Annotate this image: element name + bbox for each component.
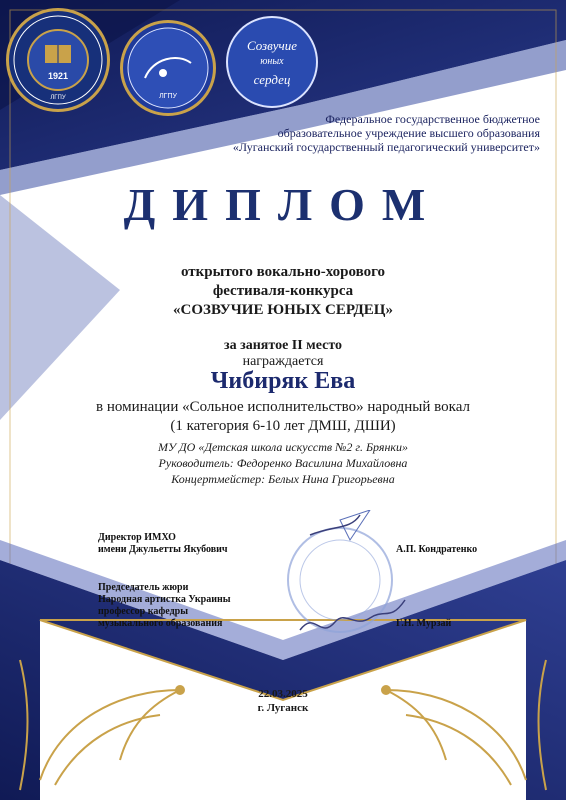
award-date: 22.03.2025 <box>258 688 308 700</box>
director-title-line2: имени Джульетты Якубович <box>98 544 228 555</box>
diploma-title: ДИПЛОМ <box>123 179 443 230</box>
jury-title-line4: музыкального образования <box>98 618 223 629</box>
festival-line1: открытого вокально-хорового <box>180 264 386 280</box>
director-title-line1: Директор ИМХО <box>98 532 176 543</box>
category: (1 категория 6-10 лет ДМШ, ДШИ) <box>170 418 396 434</box>
institution-header <box>210 112 540 154</box>
official-stamp <box>288 528 392 632</box>
header-line2: образовательное учреждение высшего образования <box>277 126 540 140</box>
director-title <box>98 532 228 556</box>
director-signature <box>310 515 360 535</box>
award-awarded: награждается <box>242 354 324 369</box>
festival-line3: «СОЗВУЧИЕ ЮНЫХ СЕРДЕЦ» <box>173 302 393 318</box>
award-city: г. Луганск <box>257 702 309 714</box>
logo3-line1: Созвучие <box>246 38 298 53</box>
festival-line2: фестиваля-конкурса <box>212 283 354 299</box>
jury-chair-name: Г.Н. Мурзай <box>396 618 452 629</box>
logo1-abbr: ЛГПУ <box>50 95 66 101</box>
nomination: в номинации «Сольное исполнительство» народный вокал <box>96 399 470 415</box>
logo3-line2: юных <box>260 56 284 67</box>
jury-title-line2: Народная артистка Украины <box>98 594 231 605</box>
header-line1: Федеральное государственное бюджетное <box>325 112 540 126</box>
jury-title-line3: профессор кафедры <box>98 606 189 617</box>
jury-chair-title <box>98 582 231 630</box>
director-name: А.П. Кондратенко <box>396 544 478 555</box>
logo1-year: 1921 <box>47 71 69 81</box>
logo3-line3: сердец <box>253 72 291 87</box>
festival-logo <box>226 16 318 108</box>
leader: Руководитель: Федоренко Василина Михайловна <box>158 456 408 470</box>
logo2-abbr: ЛГПУ <box>159 93 177 100</box>
jury-title-line1: Председатель жюри <box>98 582 189 593</box>
university-emblem-logo <box>6 8 110 112</box>
award-place: за занятое II место <box>223 338 343 353</box>
header-line3: «Луганский государственный педагогический университет» <box>232 140 540 154</box>
school: МУ ДО «Детская школа искусств №2 г. Брянки» <box>157 440 409 454</box>
music-institute-logo <box>120 20 216 116</box>
recipient-name: Чибиряк Ева <box>210 368 356 394</box>
accompanist: Концертмейстер: Белых Нина Григорьевна <box>171 472 395 486</box>
